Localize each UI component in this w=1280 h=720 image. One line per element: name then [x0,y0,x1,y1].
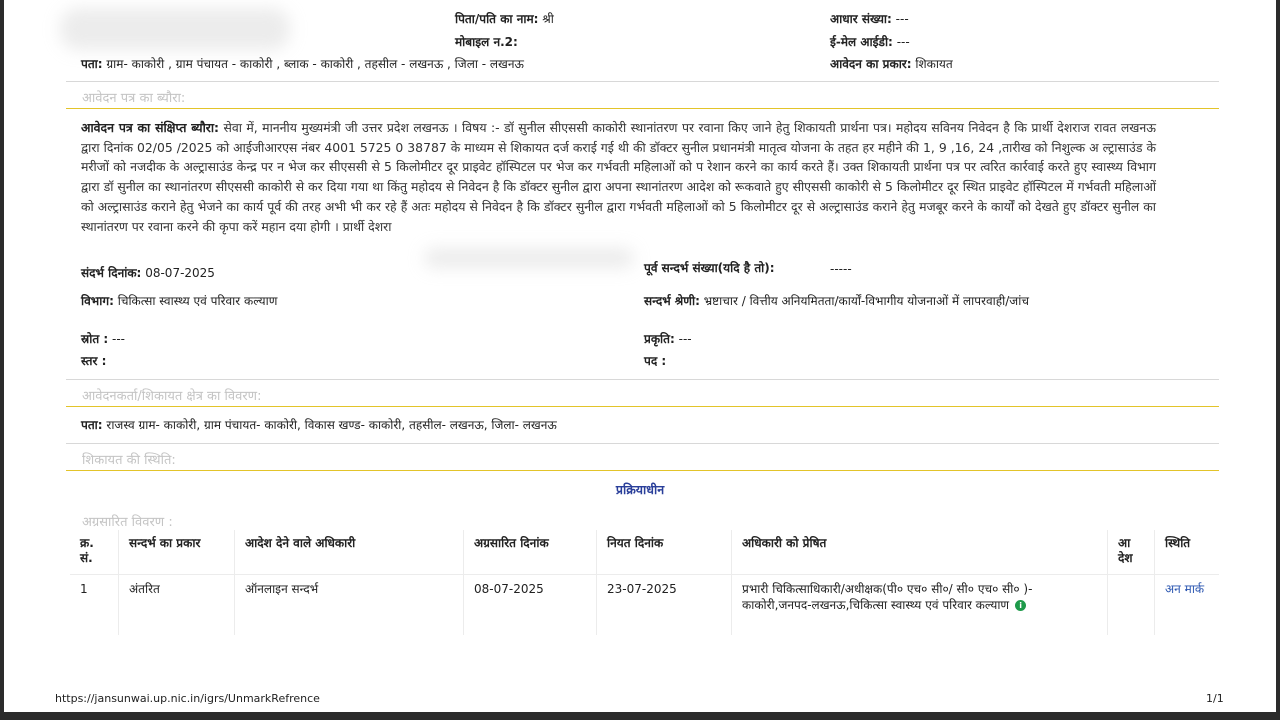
redacted-name-area [60,8,290,50]
col-ordering-officer: आदेश देने वाले अधिकारी [235,530,464,575]
footer-url: https://jansunwai.up.nic.in/igrs/UnmarkRefrence [55,692,320,705]
col-status: स्थिति [1155,530,1220,575]
cell-order [1108,575,1155,636]
redacted-text-area [424,248,634,268]
reference-category-row: सन्दर्भ श्रेणी: भ्रष्टाचार / वित्तीय अनियमितता/कार्यों-विभागीय योजनाओं में लापरवाही/जांच [644,294,1029,308]
reference-date-row: संदर्भ दिनांक: 08-07-2025 [81,266,215,280]
department-row: विभाग: चिकित्सा स्वास्थ्य एवं परिवार कल्याण [81,294,278,308]
forwarded-table [70,530,1219,635]
table-header-row [70,530,1219,575]
section-forwarded: अग्रसारित विवरण : [82,515,173,530]
cell-forwarded-date: 08-07-2025 [464,575,597,636]
cell-sent-to-officer: प्रभारी चिकित्साधिकारी/अधीक्षक(पी० एच० सी०/ सी० एच० सी० )-काकोरी,जनपद-लखनऊ,चिकित्सा स्वास्थ्य एवं परिवार कल्याण i [732,575,1108,636]
col-reference-type: सन्दर्भ का प्रकार [119,530,235,575]
cell-ordering-officer: ऑनलाइन सन्दर्भ [235,575,464,636]
cell-reference-type: अंतरित [119,575,235,636]
application-type-row: आवेदन का प्रकार: शिकायत [830,57,953,71]
table-row [70,575,1219,636]
section-complainant-area: आवेदनकर्ता/शिकायत क्षेत्र का विवरण: [66,379,1219,407]
status-value: प्रक्रियाधीन [615,482,665,497]
page-number: 1/1 [1206,692,1224,705]
cell-serial: 1 [70,575,119,636]
col-sent-to-officer: अधिकारी को प्रेषित [732,530,1108,575]
info-icon[interactable]: i [1015,600,1026,611]
aadhaar-row: आधार संख्या: --- [830,12,909,26]
previous-reference-value: ----- [830,262,852,276]
address-row: पता: ग्राम- काकोरी , ग्राम पंचायत - काकोरी , ब्लाक - काकोरी , तहसील - लखनऊ , जिला - लखनऊ [81,57,524,71]
document-page [4,0,1276,712]
email-row: ई-मेल आईडी: --- [830,35,910,49]
col-due-date: नियत दिनांक [597,530,732,575]
nature-row: प्रकृति: --- [644,332,692,346]
level-row: स्तर : [81,354,107,368]
col-forwarded-date: अग्रसारित दिनांक [464,530,597,575]
section-status: शिकायत की स्थिति: [66,443,1219,471]
cell-status-link[interactable]: अन मार्क [1165,582,1205,596]
section-application-details: आवेदन पत्र का ब्यौरा: [66,81,1219,109]
col-serial: क्र. सं. [70,530,119,575]
col-order: आ देश [1108,530,1155,575]
area-address-row: पता: राजस्व ग्राम- काकोरी, ग्राम पंचायत- काकोरी, विकास खण्ड- काकोरी, तहसील- लखनऊ, जिला- लखनऊ [81,418,557,432]
cell-due-date: 23-07-2025 [597,575,732,636]
post-row: पद : [644,354,667,368]
mobile2-row: मोबाइल न.2: [455,35,518,49]
application-summary: आवेदन पत्र का संक्षिप्त ब्यौरा: सेवा में, माननीय मुख्यमंत्री जी उत्तर प्रदेश लखनऊ । विषय :- डॉ सुनील सीएससी काकोरी स्थानांतरण पर रवाना किए जाने हेतु शिकायती प्रार्थना पत्र। महोदय सविनय निवेदन है कि प्रार्थी देशराज रावत लखनऊ द्वारा दिनांक 02/05 /2025 को आईजीआरएस नंबर 4001 5725 0 38787 के माध्यम से शिकायत दर्ज कराई गई थी की डॉक्टर सुनील प्रधानमंत्री मातृत्व योजना के तहत हर महीने की 1, 9 ,16, 24 ,तारीख को निशुल्क अ ल्ट्रासाउंड के मरीजों को नजदीक के अल्ट्रासाउंड केन्द्र पर न भेज कर सीएससी से 5 किलोमीटर दूर प्राइवेट हॉस्पिटल पर भेज कर गर्भवती महिलाओं को प रेशान करने का कार्य करते हैं। उक्त शिकायती प्रार्थना पत्र पर त्वरित कार्रवाई करते हुए स्वास्थ्य विभाग द्वारा डॉ सुनील का स्थानांतरण सीएससी काकोरी से कर दिया गया था किंतु महोदय से निवेदन है कि डॉक्टर सुनील द्वारा अपना स्थानांतरण आदेश को रूकवाते हुए सीएससी काकोरी से 5 किलोमीटर दूर स्थित प्राइवेट हॉस्पिटल में गर्भवती महिलाओं को अल्ट्रासाउंड कराने हेतु भेजने का कार्य पूर्व की तरह अभी भी कर रहे हैं अतः महोदय से निवेदन है कि डॉक्टर सुनील द्वारा गर्भवती महिलाओं को 5 किलोमीटर दूर से अल्ट्रासाउंड कराने हेतु मजबूर करने के कार्यों को देखते हुए डॉक्टर सुनील का स्थानांतरण पर रवाना करने की कृपा करें महान दया होगी । प्रार्थी देशरा [81,120,1156,234]
father-name-row: पिता/पति का नाम: श्री [455,12,554,26]
source-row: स्रोत : --- [81,332,125,346]
previous-reference-row: पूर्व सन्दर्भ संख्या(यदि है तो): [644,261,775,275]
